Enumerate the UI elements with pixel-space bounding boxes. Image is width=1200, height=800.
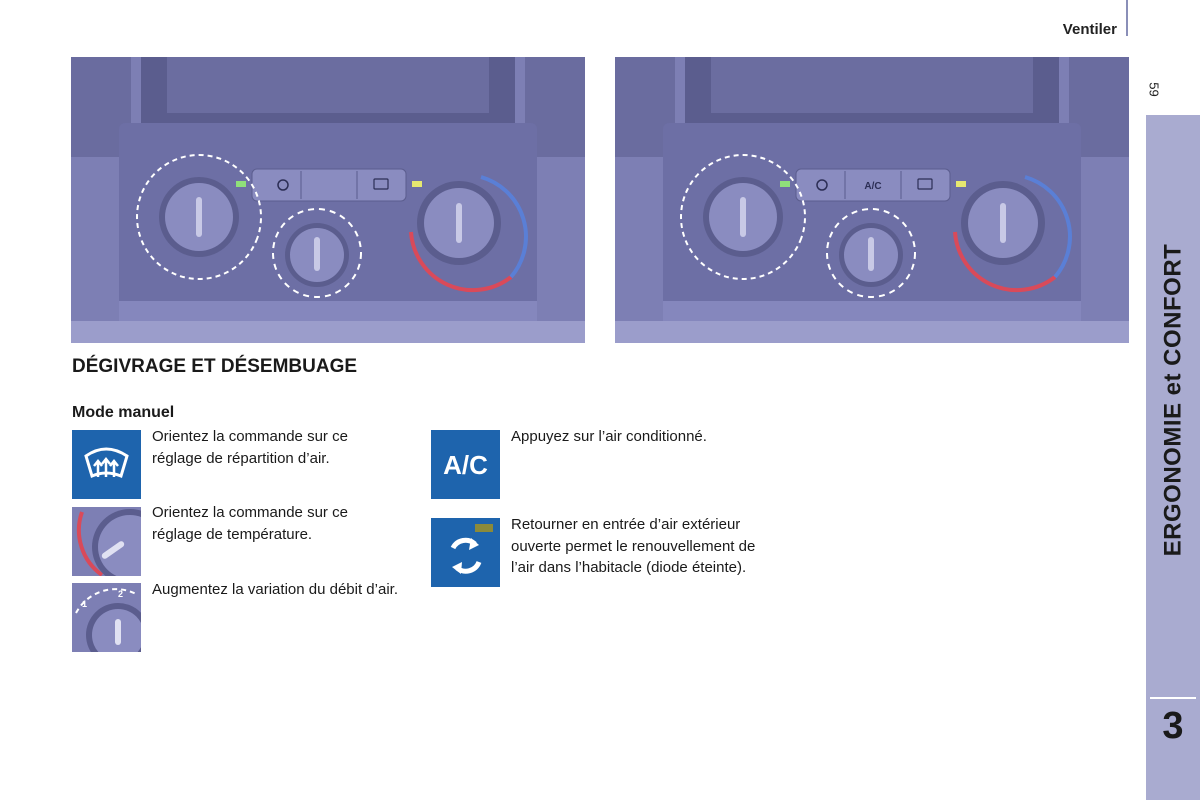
step-ac-text: Appuyez sur l’air conditionné. xyxy=(511,428,707,445)
section-title: Ventiler xyxy=(1062,21,1117,38)
fan-speed-knob-icon xyxy=(72,583,141,652)
step-distribution-text: Orientez la commande sur ce réglage de répartition d’air. xyxy=(152,428,348,467)
led-yellow-indicator xyxy=(956,181,966,187)
svg-text:2: 2 xyxy=(118,589,124,599)
step-temperature-text: Orientez la commande sur ce réglage de température. xyxy=(152,504,348,543)
chapter-title-text: ERGONOMIE et CONFORT xyxy=(1159,243,1187,557)
windshield-defrost-icon xyxy=(72,430,141,499)
ac-button-icon xyxy=(431,430,500,499)
led-green-indicator xyxy=(236,181,246,187)
sub-heading: Mode manuel xyxy=(72,404,175,421)
chapter-title xyxy=(1146,115,1200,685)
led-yellow-indicator xyxy=(412,181,422,187)
chapter-number: 3 xyxy=(1162,705,1184,747)
page-number: 59 xyxy=(1146,82,1162,97)
air-recirculation-icon xyxy=(431,518,500,587)
chapter-divider xyxy=(1150,697,1196,699)
climate-panel-illustration-manual xyxy=(71,57,585,343)
step-recirculation-text: Retourner en entrée d’air extérieur ouverte permet le renouvellement de l’air dans l’habitacle (diode éteinte). xyxy=(511,516,756,576)
svg-text:1: 1 xyxy=(82,599,88,609)
led-off-indicator xyxy=(475,524,493,532)
temperature-knob-icon xyxy=(72,507,141,576)
led-green-indicator xyxy=(780,181,790,187)
climate-panel-illustration-ac xyxy=(615,57,1129,343)
step-fan-speed-text: Augmentez la variation du débit d’air. xyxy=(152,581,398,598)
ac-icon-label: A/C xyxy=(443,450,488,480)
section-heading: DÉGIVRAGE ET DÉSEMBUAGE xyxy=(72,356,358,377)
ac-button-label: A/C xyxy=(864,181,882,192)
header-rule xyxy=(1126,0,1128,36)
